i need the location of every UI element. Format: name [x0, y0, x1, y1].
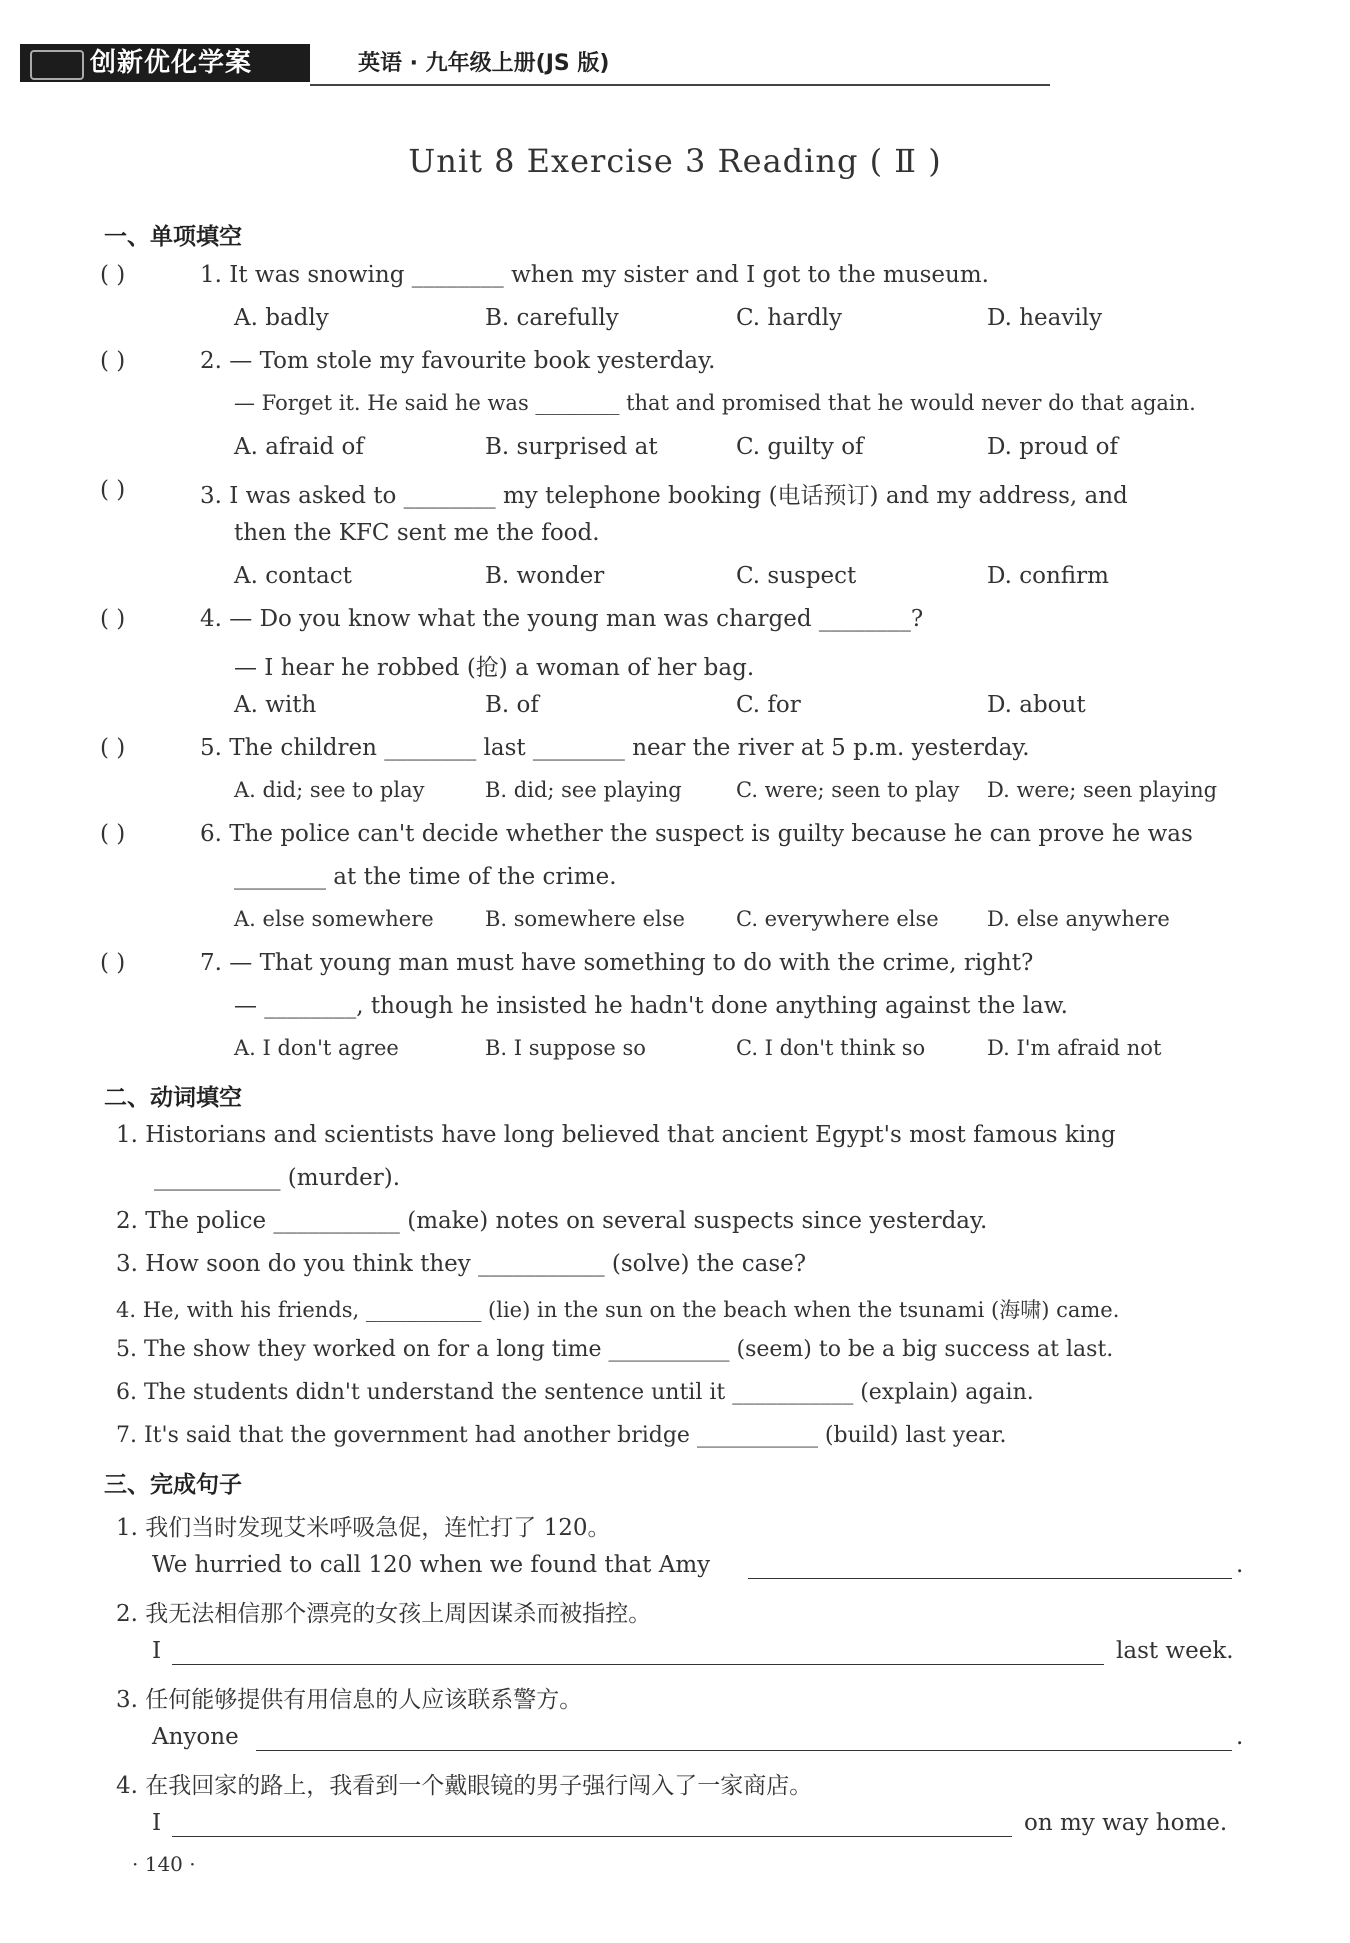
- s3-q1-english: We hurried to call 120 when we found that Amy: [152, 1552, 711, 1578]
- page-title: Unit 8 Exercise 3 Reading ( Ⅱ ): [408, 142, 942, 180]
- q1-option-d: D. heavily: [987, 305, 1103, 331]
- q4-option-c: C. for: [736, 692, 801, 718]
- q6-option-c: C. everywhere else: [736, 907, 939, 931]
- q1-option-b: B. carefully: [485, 305, 619, 331]
- q6-option-b: B. somewhere else: [485, 907, 685, 931]
- q3-option-a: A. contact: [234, 563, 352, 589]
- q2-stem: 2. — Tom stole my favourite book yesterday.: [200, 348, 716, 374]
- q5-stem: 5. The children ________ last ________ near the river at 5 p.m. yesterday.: [200, 735, 1030, 761]
- s3-q4-chinese: 4. 在我回家的路上，我看到一个戴眼镜的男子强行闯入了一家商店。: [116, 1773, 813, 1799]
- brand-logo: [20, 44, 310, 82]
- answer-line: [748, 1578, 1232, 1579]
- q7-stem-2: — ________, though he insisted he hadn't done anything against the law.: [234, 993, 1068, 1019]
- section3-heading: 三、完成句子: [104, 1472, 242, 1498]
- q7-option-c: C. I don't think so: [736, 1036, 926, 1060]
- answer-bracket: ( ): [100, 821, 126, 847]
- q3-stem-2: then the KFC sent me the food.: [234, 520, 600, 546]
- q5-option-d: D. were; seen playing: [987, 778, 1218, 802]
- logo-mark-icon: [30, 50, 84, 80]
- q7-option-d: D. I'm afraid not: [987, 1036, 1162, 1060]
- answer-bracket: ( ): [100, 735, 126, 761]
- q6-stem: 6. The police can't decide whether the suspect is guilty because he can prove he was: [200, 821, 1193, 847]
- answer-bracket: ( ): [100, 606, 126, 632]
- q3-option-b: B. wonder: [485, 563, 605, 589]
- s2-q1-cont: ___________ (murder).: [154, 1165, 401, 1191]
- q1-option-a: A. badly: [234, 305, 329, 331]
- s2-q4: 4. He, with his friends, ___________ (lie) in the sun on the beach when the tsunami (海啸) came.: [116, 1298, 1120, 1322]
- q1-option-c: C. hardly: [736, 305, 842, 331]
- answer-bracket: ( ): [100, 477, 126, 503]
- q5-option-a: A. did; see to play: [234, 778, 425, 802]
- answer-line: [256, 1750, 1232, 1751]
- header-rule: [310, 84, 1050, 86]
- q6-option-a: A. else somewhere: [234, 907, 434, 931]
- s3-q3-start: Anyone: [152, 1724, 239, 1750]
- q3-stem: 3. I was asked to ________ my telephone booking (电话预订) and my address, and: [200, 483, 1128, 509]
- q7-stem: 7. — That young man must have something to do with the crime, right?: [200, 950, 1034, 976]
- s2-q6: 6. The students didn't understand the sentence until it ___________ (explain) again.: [116, 1380, 1034, 1405]
- brand-name: 创新优化学案: [90, 48, 253, 78]
- q2-option-c: C. guilty of: [736, 434, 864, 460]
- page-number: · 140 ·: [132, 1852, 196, 1876]
- s3-q4-start: I: [152, 1810, 162, 1836]
- q6-option-d: D. else anywhere: [987, 907, 1170, 931]
- q4-stem-2: — I hear he robbed (抢) a woman of her bag.: [234, 655, 755, 681]
- answer-bracket: ( ): [100, 262, 126, 288]
- s2-q3: 3. How soon do you think they ___________ (solve) the case?: [116, 1251, 807, 1277]
- q3-option-d: D. confirm: [987, 563, 1109, 589]
- q7-option-a: A. I don't agree: [234, 1036, 399, 1060]
- q5-option-c: C. were; seen to play: [736, 778, 960, 802]
- s3-q2-chinese: 2. 我无法相信那个漂亮的女孩上周因谋杀而被指控。: [116, 1601, 652, 1627]
- q2-stem-2: — Forget it. He said he was ________ that and promised that he would never do that again.: [234, 391, 1196, 415]
- answer-line: [172, 1836, 1012, 1837]
- answer-line: [172, 1664, 1104, 1665]
- q2-option-a: A. afraid of: [234, 434, 364, 460]
- answer-bracket: ( ): [100, 950, 126, 976]
- s3-q2-start: I: [152, 1638, 162, 1664]
- q4-stem: 4. — Do you know what the young man was charged ________?: [200, 606, 924, 632]
- q4-option-b: B. of: [485, 692, 539, 718]
- s2-q2: 2. The police ___________ (make) notes on several suspects since yesterday.: [116, 1208, 988, 1234]
- section2-heading: 二、动词填空: [104, 1085, 242, 1111]
- q5-option-b: B. did; see playing: [485, 778, 682, 802]
- q4-option-a: A. with: [234, 692, 317, 718]
- q3-option-c: C. suspect: [736, 563, 857, 589]
- s3-q3-chinese: 3. 任何能够提供有用信息的人应该联系警方。: [116, 1687, 583, 1713]
- s3-q2-end: last week.: [1116, 1638, 1234, 1664]
- book-subject: 英语 · 九年级上册(JS 版): [358, 51, 610, 76]
- s3-q3-end: .: [1236, 1724, 1244, 1750]
- section1-heading: 一、单项填空: [104, 224, 242, 250]
- q1-stem: 1. It was snowing ________ when my sister and I got to the museum.: [200, 262, 989, 288]
- s2-q7: 7. It's said that the government had another bridge ___________ (build) last year.: [116, 1423, 1007, 1448]
- s3-q1-chinese: 1. 我们当时发现艾米呼吸急促，连忙打了 120。: [116, 1515, 611, 1541]
- s3-q4-end: on my way home.: [1024, 1810, 1228, 1836]
- q2-option-d: D. proud of: [987, 434, 1119, 460]
- s2-q1: 1. Historians and scientists have long believed that ancient Egypt's most famous king: [116, 1122, 1116, 1148]
- q4-option-d: D. about: [987, 692, 1086, 718]
- q2-option-b: B. surprised at: [485, 434, 658, 460]
- q7-option-b: B. I suppose so: [485, 1036, 646, 1060]
- answer-bracket: ( ): [100, 348, 126, 374]
- s3-q1-end: .: [1236, 1552, 1244, 1578]
- page-header: [20, 44, 1050, 86]
- s2-q5: 5. The show they worked on for a long time ___________ (seem) to be a big success at last.: [116, 1337, 1114, 1362]
- q6-stem-2: ________ at the time of the crime.: [234, 864, 617, 890]
